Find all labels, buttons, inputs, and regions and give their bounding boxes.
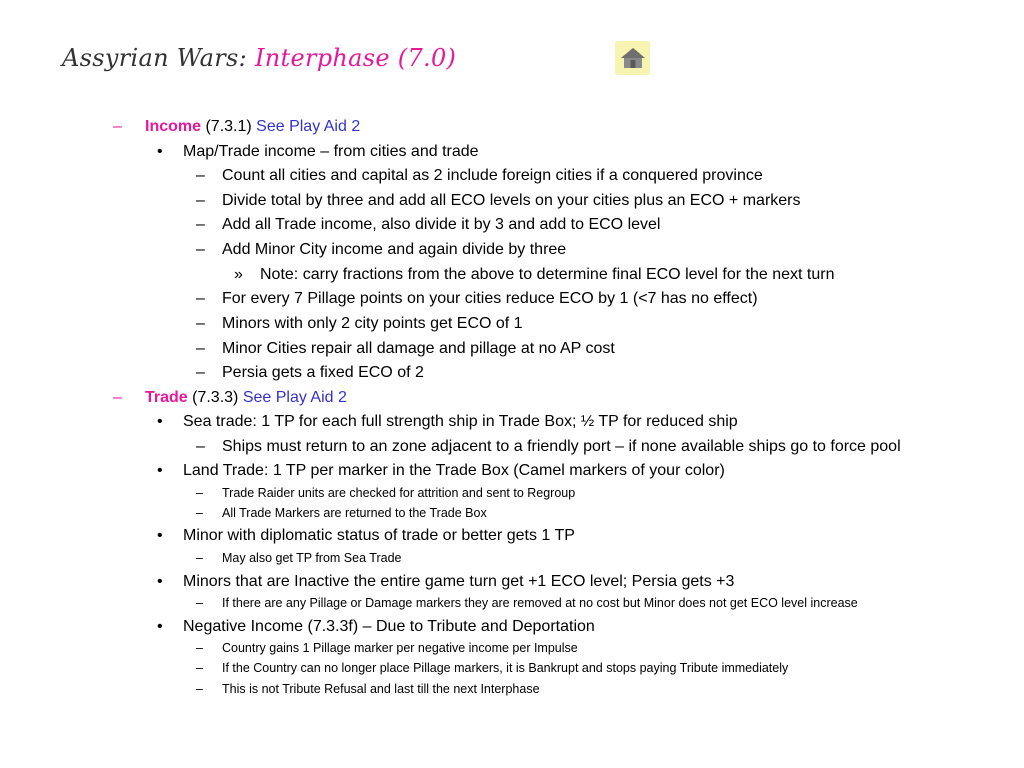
- bullet-marker: •: [157, 618, 163, 635]
- dash-marker: –: [196, 661, 203, 675]
- map-trade-income-text: Map/Trade income – from cities and trade: [183, 143, 479, 160]
- list-item-text: Divide total by three and add all ECO levels on your cities plus an ECO + markers: [222, 192, 801, 209]
- list-item-text: Country gains 1 Pillage marker per negative income per Impulse: [222, 641, 578, 655]
- dash-marker: –: [113, 389, 122, 406]
- dash-marker: –: [196, 340, 205, 357]
- list-item-text: Minor Cities repair all damage and pillage at no AP cost: [222, 340, 615, 357]
- trade-ref: (7.3.3): [187, 389, 243, 406]
- page-title: [62, 44, 456, 72]
- list-item-text: Trade Raider units are checked for attrition and sent to Regroup: [222, 486, 576, 500]
- list-item-text: For every 7 Pillage points on your cities reduce ECO by 1 (<7 has no effect): [222, 290, 758, 307]
- dash-marker: –: [196, 192, 205, 209]
- bullet-marker: •: [157, 462, 163, 479]
- minor-inactive-text: Minors that are Inactive the entire game turn get +1 ECO level; Persia gets +3: [183, 573, 735, 590]
- income-play-aid-link[interactable]: See Play Aid 2: [256, 118, 361, 135]
- list-item-text: Add Minor City income and again divide by three: [222, 241, 567, 258]
- trade-play-aid-link[interactable]: See Play Aid 2: [242, 389, 347, 406]
- dash-marker: –: [196, 167, 205, 184]
- list-item-text: If there are any Pillage or Damage markers they are removed at no cost but Minor does not get ECO level increase: [222, 596, 858, 610]
- dash-marker: –: [196, 506, 203, 520]
- sea-trade-text: Sea trade: 1 TP for each full strength ship in Trade Box; ½ TP for reduced ship: [183, 413, 738, 430]
- dash-marker: –: [196, 551, 203, 565]
- list-item-text: Minors with only 2 city points get ECO of 1: [222, 315, 523, 332]
- bullet-marker: •: [157, 413, 163, 430]
- list-item-text: Add all Trade income, also divide it by 3 and add to ECO level: [222, 216, 661, 233]
- bullet-marker: •: [157, 527, 163, 544]
- dash-marker: –: [196, 241, 205, 258]
- list-item-text: If the Country can no longer place Pillage markers, it is Bankrupt and stops paying Tribute immediately: [222, 661, 789, 675]
- title-prefix: Assyrian Wars:: [62, 44, 255, 72]
- dash-marker: –: [196, 216, 205, 233]
- list-item-text: May also get TP from Sea Trade: [222, 551, 402, 565]
- list-item-text: Ships must return to an zone adjacent to a friendly port – if none available ships go to force pool: [222, 438, 901, 455]
- income-ref: (7.3.1): [201, 118, 257, 135]
- list-item-text: Persia gets a fixed ECO of 2: [222, 364, 424, 381]
- land-trade-text: Land Trade: 1 TP per marker in the Trade Box (Camel markers of your color): [183, 462, 725, 479]
- list-item-text: All Trade Markers are returned to the Trade Box: [222, 506, 487, 520]
- list-item-text: This is not Tribute Refusal and last till the next Interphase: [222, 682, 540, 696]
- dash-marker: –: [196, 364, 205, 381]
- dash-marker: –: [196, 682, 203, 696]
- home-icon: [620, 46, 646, 70]
- note-text: Note: carry fractions from the above to determine final ECO level for the next turn: [260, 266, 835, 283]
- trade-label: Trade: [145, 389, 188, 406]
- negative-income-text: Negative Income (7.3.3f) – Due to Tribute and Deportation: [183, 618, 595, 635]
- title-accent: Interphase (7.0): [254, 44, 457, 72]
- dash-marker: –: [196, 596, 203, 610]
- dash-marker: –: [196, 438, 205, 455]
- minor-diplomatic-text: Minor with diplomatic status of trade or better gets 1 TP: [183, 527, 575, 544]
- chevron-marker: »: [234, 266, 243, 283]
- dash-marker: –: [196, 641, 203, 655]
- dash-marker: –: [196, 290, 205, 307]
- bullet-marker: •: [157, 143, 163, 160]
- bullet-marker: •: [157, 573, 163, 590]
- list-item-text: Count all cities and capital as 2 include foreign cities if a conquered province: [222, 167, 763, 184]
- income-label: Income: [145, 118, 202, 135]
- dash-marker: –: [196, 486, 203, 500]
- home-button[interactable]: [615, 41, 650, 75]
- dash-marker: –: [196, 315, 205, 332]
- dash-marker: –: [113, 118, 122, 135]
